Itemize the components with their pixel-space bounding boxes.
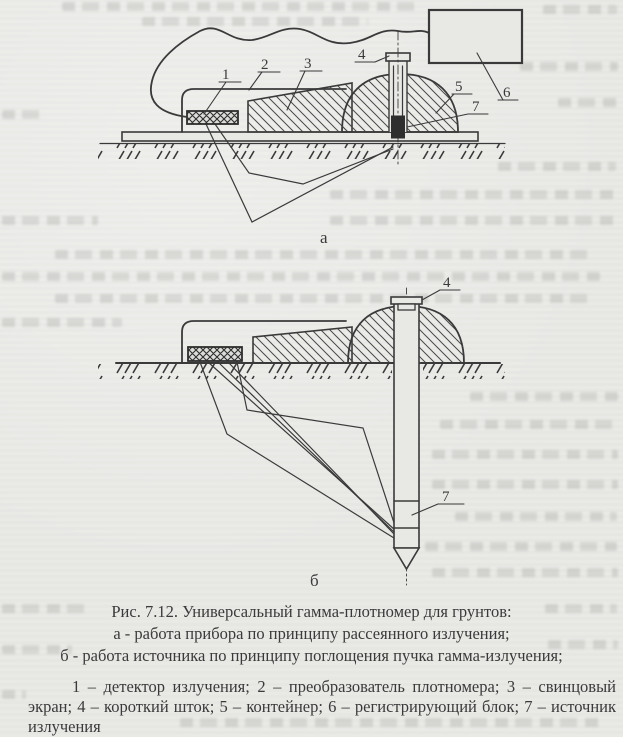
ground-hatching <box>98 364 392 379</box>
radiation-source <box>392 116 405 138</box>
recorder-unit <box>429 10 522 63</box>
callout-6: 6 <box>503 85 511 101</box>
callout-4: 4 <box>443 275 451 291</box>
rod-cap-collar <box>398 304 415 310</box>
callout-7: 7 <box>472 99 480 115</box>
probe-rod <box>394 304 419 548</box>
panel-a-scattering-scheme <box>98 10 522 247</box>
panel-b-absorption-scheme <box>98 275 505 590</box>
probe-tip-cone <box>394 548 419 569</box>
panel-b-label: б <box>310 571 319 590</box>
figure-legend: 1 – детектор излучения; 2 – преобразователь плотномера; 3 – свинцовый экран; 4 – короткий шток; 5 – контейнер; 6 – регистрирующий блок; 7 – источник излучения <box>28 677 616 736</box>
figure-caption-title: Рис. 7.12. Универсальный гамма-плотномер для грунтов: <box>111 602 512 621</box>
ground-hatching <box>98 144 505 159</box>
lead-screen <box>253 327 352 363</box>
base-plate <box>122 132 478 141</box>
gamma-beam-paths <box>200 362 396 538</box>
ground-hatching <box>423 364 505 379</box>
radiation-detector <box>187 111 238 124</box>
ghost-text-line <box>2 690 26 699</box>
radiation-detector <box>188 347 242 361</box>
figure-caption-line-a: а - работа прибора по принципу рассеянного излучения; <box>113 624 510 643</box>
callout-3: 3 <box>304 56 312 72</box>
callout-5: 5 <box>455 79 463 95</box>
lead-screen <box>248 83 352 132</box>
callout-2: 2 <box>261 57 269 73</box>
figure-caption-line-b: б - работа источника по принципу поглощения пучка гамма-излучения; <box>60 646 563 665</box>
callout-1: 1 <box>222 67 230 83</box>
rod-cap <box>391 297 422 304</box>
callout-7: 7 <box>442 489 450 505</box>
panel-a-label: а <box>320 228 328 247</box>
callout-4: 4 <box>358 47 366 63</box>
